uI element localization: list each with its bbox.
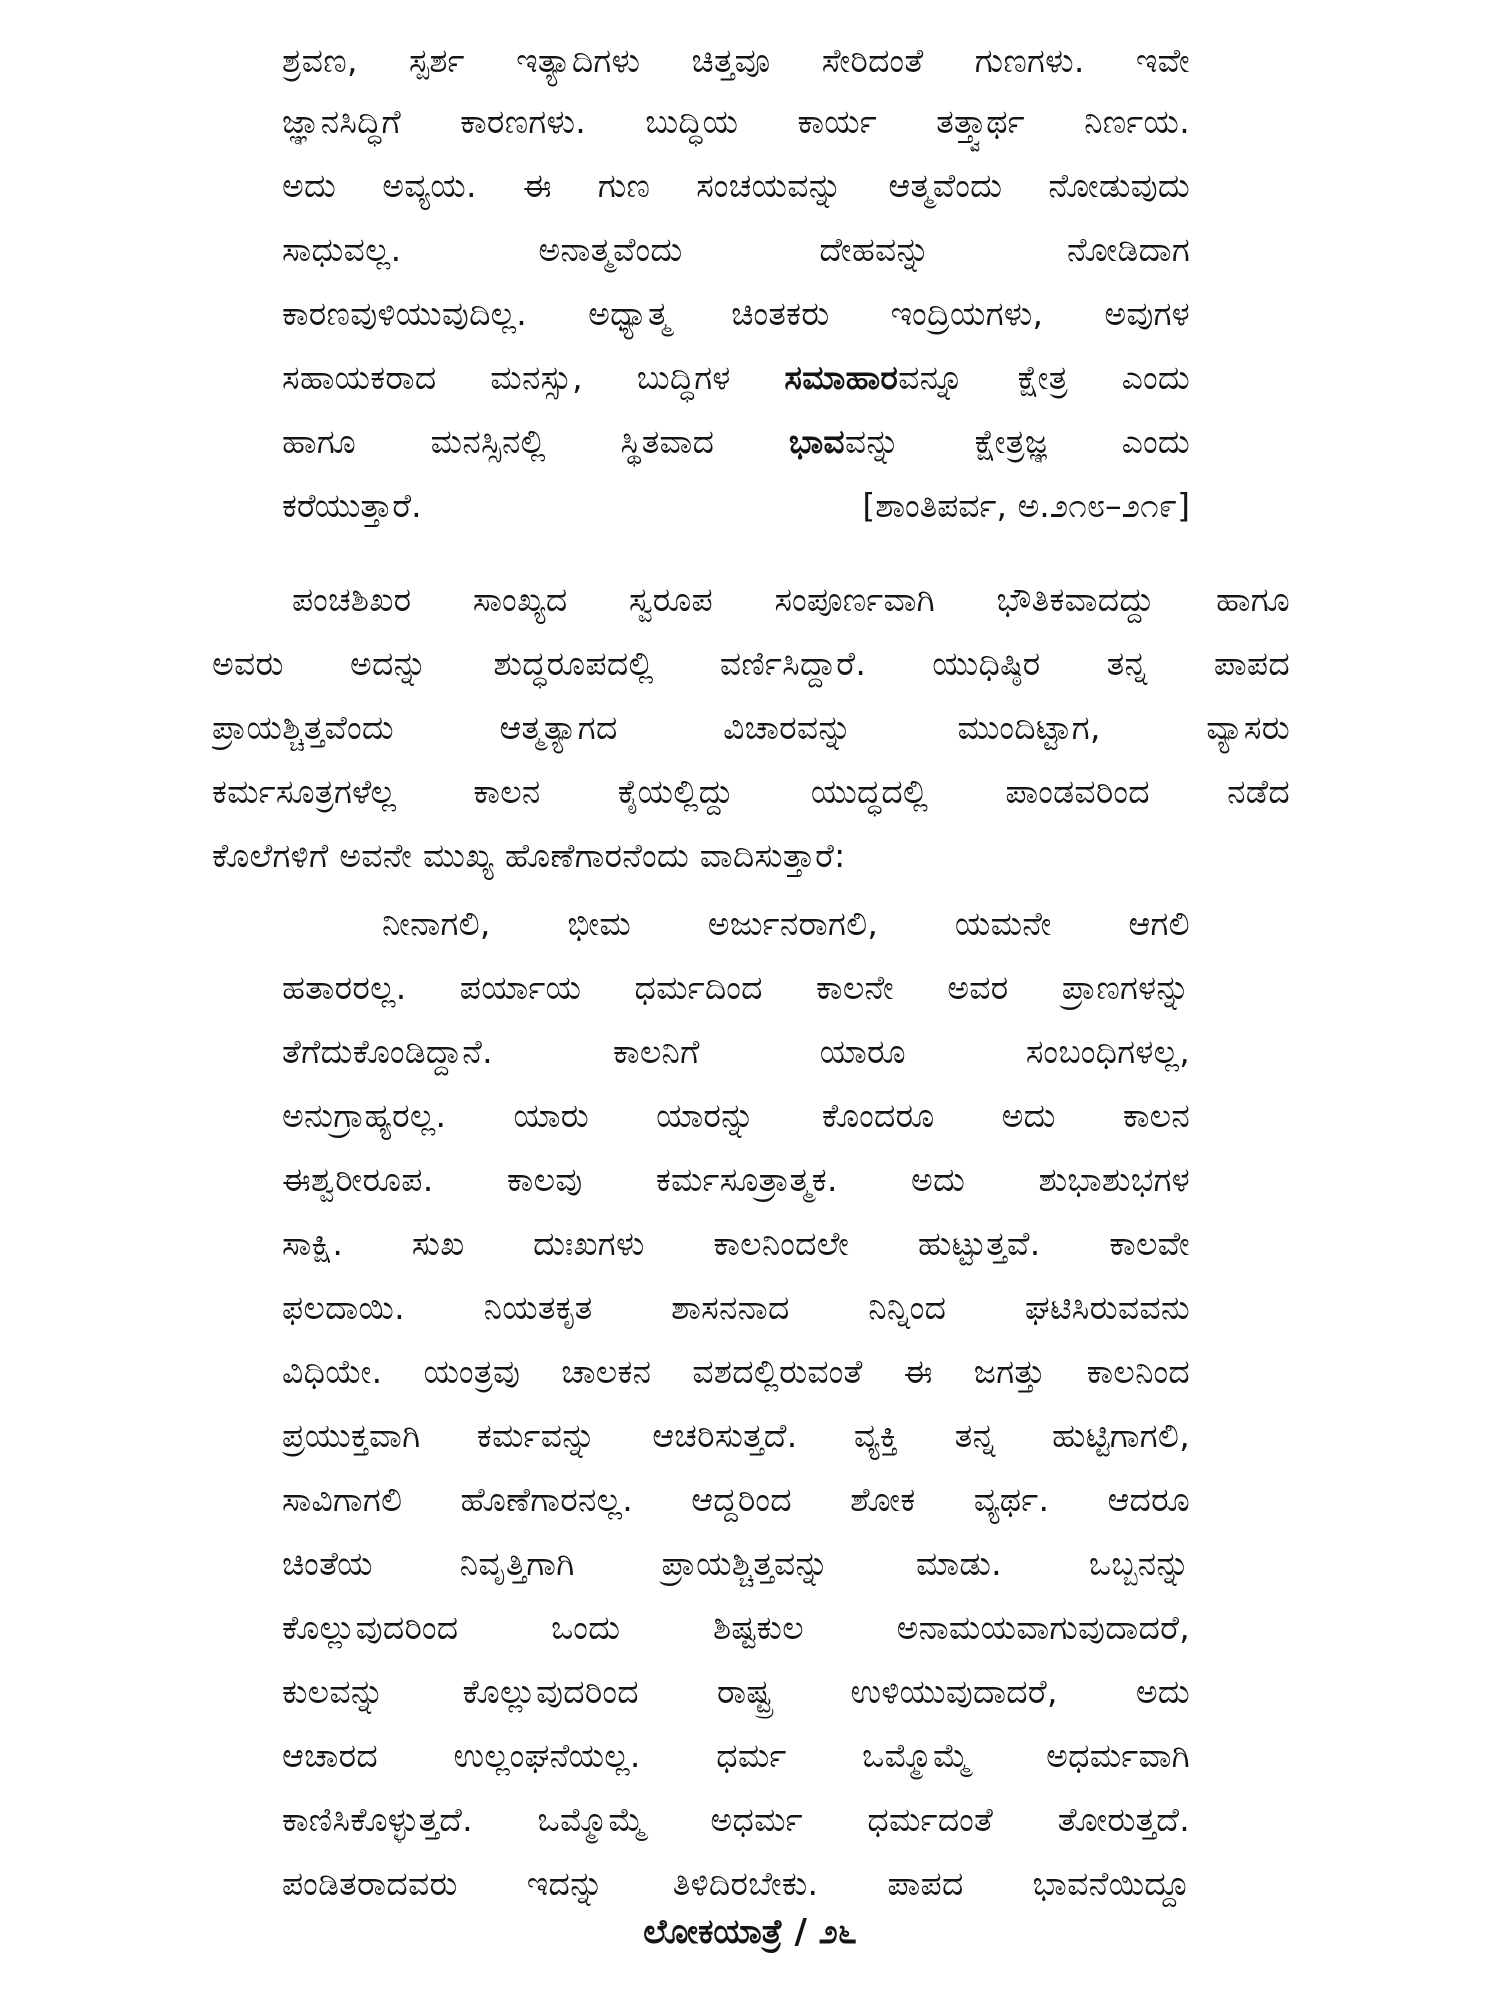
quote1-line-4: ಸಾಧುವಲ್ಲ. ಅನಾತ್ಮವೆಂದು ದೇಹವನ್ನು ನೋಡಿದಾಗ: [282, 230, 1190, 269]
quote2-line-16: ಪಂಡಿತರಾದವರು ಇದನ್ನು ತಿಳಿದಿರಬೇಕು. ಪಾಪದ ಭಾವನೆಯಿದ್ದೂ: [282, 1864, 1190, 1903]
quote1-line-6-c: ವನ್ನೂ ಕ್ಷೇತ್ರ ಎಂದು: [898, 358, 1190, 397]
quote1-line-6: [282, 346, 1190, 410]
citation: [ಶಾಂತಿಪರ್ವ, ಅ.೨೧೮–೨೧೯]: [862, 486, 1190, 525]
quote1-line-7-bold: ಭಾವ: [788, 422, 845, 461]
quote2-line-4: ಅನುಗ್ರಾಹ್ಯರಲ್ಲ. ಯಾರು ಯಾರನ್ನು ಕೊಂದರೂ ಅದು ಕಾಲನ: [282, 1096, 1190, 1135]
quote2-line-8: ವಿಧಿಯೇ. ಯಂತ್ರವು ಚಾಲಕನ ವಶದಲ್ಲಿರುವಂತೆ ಈ ಜಗತ್ತು ಕಾಲನಿಂದ: [282, 1352, 1190, 1391]
quote1-line-3: ಅದು ಅವ್ಯಯ. ಈ ಗುಣ ಸಂಚಯವನ್ನು ಆತ್ಮವೆಂದು ನೋಡುವುದು: [282, 166, 1190, 205]
paragraph-line-4: ಕರ್ಮಸೂತ್ರಗಳೆಲ್ಲ ಕಾಲನ ಕೈಯಲ್ಲಿದ್ದು ಯುದ್ಧದಲ್ಲಿ ಪಾಂಡವರಿಂದ ನಡೆದ: [212, 772, 1290, 811]
paragraph-line-1: ಪಂಚಶಿಖರ ಸಾಂಖ್ಯದ ಸ್ವರೂಪ ಸಂಪೂರ್ಣವಾಗಿ ಭೌತಿಕವಾದದ್ದು ಹಾಗೂ: [292, 580, 1290, 619]
quote1-line-7-a: ಹಾಗೂ ಮನಸ್ಸಿನಲ್ಲಿ ಸ್ಥಿತವಾದ: [282, 422, 789, 461]
quote2-line-12: ಕೊಲ್ಲುವುದರಿಂದ ಒಂದು ಶಿಷ್ಟಕುಲ ಅನಾಮಯವಾಗುವುದಾದರೆ,: [282, 1608, 1190, 1647]
quote1-line-7: [282, 410, 1190, 474]
quote1-last-row: [282, 474, 1190, 538]
paragraph-line-5: ಕೊಲೆಗಳಿಗೆ ಅವನೇ ಮುಖ್ಯ ಹೊಣೆಗಾರನೆಂದು ವಾದಿಸುತ್ತಾರೆ:: [212, 836, 846, 875]
quote2-line-9: ಪ್ರಯುಕ್ತವಾಗಿ ಕರ್ಮವನ್ನು ಆಚರಿಸುತ್ತದೆ. ವ್ಯಕ್ತಿ ತನ್ನ ಹುಟ್ಟಿಗಾಗಲಿ,: [282, 1416, 1190, 1455]
quote2-line-2: ಹತಾರರಲ್ಲ. ಪರ್ಯಾಯ ಧರ್ಮದಿಂದ ಕಾಲನೇ ಅವರ ಪ್ರಾಣಗಳನ್ನು: [282, 968, 1190, 1007]
quote1-line-1: ಶ್ರವಣ, ಸ್ಪರ್ಶ ಇತ್ಯಾದಿಗಳು ಚಿತ್ತವೂ ಸೇರಿದಂತೆ ಗುಣಗಳು. ಇವೇ: [282, 41, 1190, 80]
quote2-line-11: ಚಿಂತೆಯ ನಿವೃತ್ತಿಗಾಗಿ ಪ್ರಾಯಶ್ಚಿತ್ತವನ್ನು ಮಾಡು. ಒಬ್ಬನನ್ನು: [282, 1544, 1190, 1583]
quote2-line-6: ಸಾಕ್ಷಿ. ಸುಖ ದುಃಖಗಳು ಕಾಲನಿಂದಲೇ ಹುಟ್ಟುತ್ತವೆ. ಕಾಲವೇ: [282, 1224, 1190, 1263]
quote1-line-7-c: ವನ್ನು ಕ್ಷೇತ್ರಜ್ಞ ಎಂದು: [844, 422, 1190, 461]
quote2-line-13: ಕುಲವನ್ನು ಕೊಲ್ಲುವುದರಿಂದ ರಾಷ್ಟ್ರ ಉಳಿಯುವುದಾದರೆ, ಅದು: [282, 1672, 1190, 1711]
block-quote-1: [282, 32, 1190, 538]
paragraph-line-2: ಅವರು ಅದನ್ನು ಶುದ್ಧರೂಪದಲ್ಲಿ ವರ್ಣಿಸಿದ್ದಾರೆ. ಯುಧಿಷ್ಠಿರ ತನ್ನ ಪಾಪದ: [212, 644, 1290, 683]
quote2-line-3: ತೆಗೆದುಕೊಂಡಿದ್ದಾನೆ. ಕಾಲನಿಗೆ ಯಾರೂ ಸಂಬಂಧಿಗಳಲ್ಲ,: [282, 1032, 1190, 1071]
body-paragraph: [212, 568, 1290, 888]
page-footer: ಲೋಕಯಾತ್ರೆ / ೨೬: [643, 1912, 857, 1952]
quote2-line-14: ಆಚಾರದ ಉಲ್ಲಂಘನೆಯಲ್ಲ. ಧರ್ಮ ಒಮ್ಮೊಮ್ಮೆ ಅಧರ್ಮವಾಗಿ: [282, 1736, 1190, 1775]
quote2-line-7: ಫಲದಾಯಿ. ನಿಯತಕೃತ ಶಾಸನನಾದ ನಿನ್ನಿಂದ ಘಟಿಸಿರುವವನು: [282, 1288, 1190, 1327]
quote1-line-2: ಜ್ಞಾನಸಿದ್ಧಿಗೆ ಕಾರಣಗಳು. ಬುದ್ಧಿಯ ಕಾರ್ಯ ತತ್ತ್ವಾರ್ಥ ನಿರ್ಣಯ.: [282, 102, 1190, 141]
paragraph-line-3: ಪ್ರಾಯಶ್ಚಿತ್ತವೆಂದು ಆತ್ಮತ್ಯಾಗದ ವಿಚಾರವನ್ನು ಮುಂದಿಟ್ಟಾಗ, ವ್ಯಾಸರು: [212, 708, 1290, 747]
quote2-line-5: ಈಶ್ವರೀರೂಪ. ಕಾಲವು ಕರ್ಮಸೂತ್ರಾತ್ಮಕ. ಅದು ಶುಭಾಶುಭಗಳ: [282, 1160, 1190, 1199]
quote1-line-6-bold: ಸಮಾಹಾರ: [784, 358, 899, 397]
quote1-last-line: ಕರೆಯುತ್ತಾರೆ.: [282, 486, 422, 525]
quote2-line-1: ನೀನಾಗಲಿ, ಭೀಮ ಅರ್ಜುನರಾಗಲಿ, ಯಮನೇ ಆಗಲಿ: [382, 904, 1190, 943]
block-quote-2: [282, 892, 1190, 1916]
quote1-line-6-a: ಸಹಾಯಕರಾದ ಮನಸ್ಸು, ಬುದ್ಧಿಗಳ: [282, 358, 785, 397]
quote1-line-5: ಕಾರಣವುಳಿಯುವುದಿಲ್ಲ. ಅಧ್ಯಾತ್ಮ ಚಿಂತಕರು ಇಂದ್ರಿಯಗಳು, ಅವುಗಳ: [282, 294, 1190, 333]
quote2-line-10: ಸಾವಿಗಾಗಲಿ ಹೊಣೆಗಾರನಲ್ಲ. ಆದ್ದರಿಂದ ಶೋಕ ವ್ಯರ್ಥ. ಆದರೂ: [282, 1480, 1190, 1519]
quote2-line-15: ಕಾಣಿಸಿಕೊಳ್ಳುತ್ತದೆ. ಒಮ್ಮೊಮ್ಮೆ ಅಧರ್ಮ ಧರ್ಮದಂತೆ ತೋರುತ್ತದೆ.: [282, 1800, 1190, 1839]
